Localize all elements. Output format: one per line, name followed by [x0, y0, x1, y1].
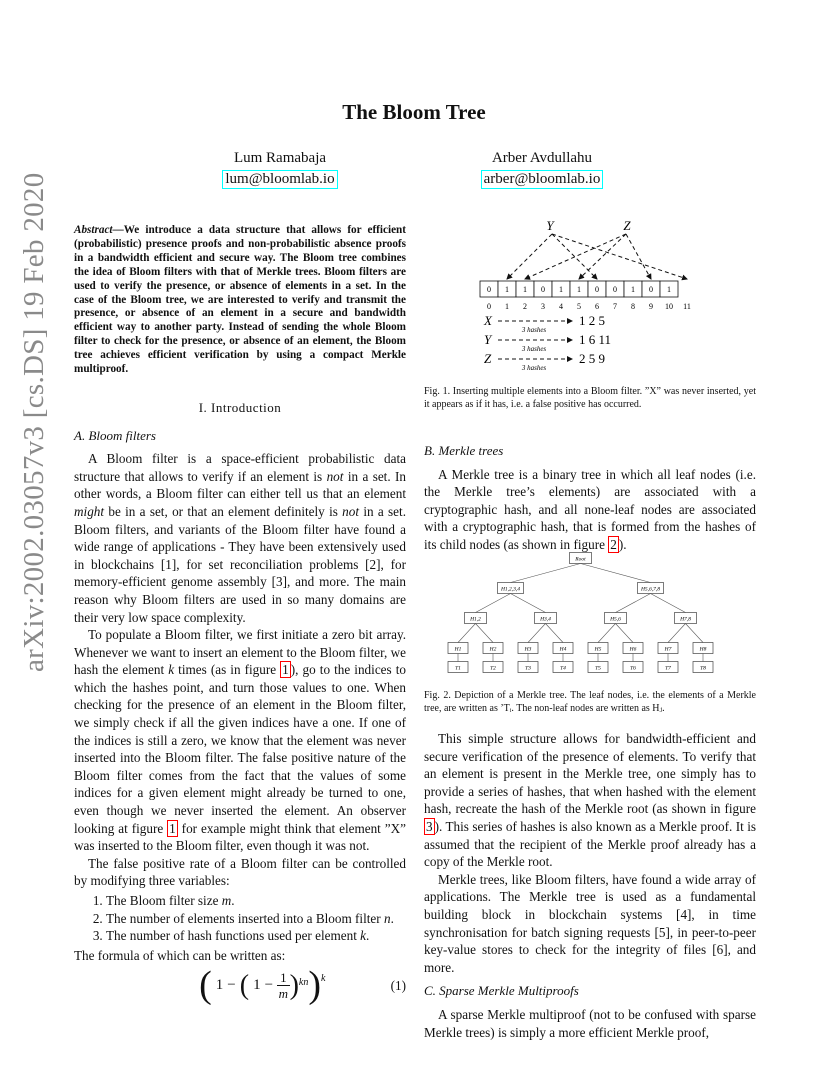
tree-edge — [651, 594, 686, 613]
bit-index: 1 — [505, 302, 509, 311]
leaf-node-label: T4 — [560, 665, 566, 672]
abstract-text: We introduce a data structure that allows for efficient (probabilistic) presence proofs and non-probabilistic absence proofs in a bandwidth efficient and secure way. The Bloom tree combines the idea of Bloom filters with that of Merkle trees. Bloom filters are used to verify the presence, or absence of elements in a set. In the case of the Bloom tree, we are interested to verify and transmit the presence, or absence of an element in a secure and bandwidth efficient way to another party. Instead of sending the whole Bloom filter to check for the presence, or absence of an element, the Bloom tree achieves efficient verification by using a compact Merkle multiproof. — [74, 224, 406, 376]
bit-index: 9 — [649, 302, 653, 311]
hash-node-label: H5,6 — [610, 616, 621, 623]
bit-value: 0 — [649, 285, 653, 294]
right-column-upper — [424, 436, 756, 554]
bit-index: 2 — [523, 302, 527, 311]
bit-index: 6 — [595, 302, 599, 311]
tree-edge — [546, 624, 564, 643]
left-column — [74, 224, 407, 1007]
merkle-tree-diagram — [440, 548, 740, 678]
bit-value: 1 — [523, 285, 527, 294]
false-positive-formula: ( 1 − ( 1 − $\frac{1}{m}$ ) kn ) k — [199, 964, 326, 1007]
equation-number: (1) — [390, 978, 406, 994]
subsection-heading: C. Sparse Merkle Multiproofs — [424, 983, 579, 999]
abstract: Abstract—We introduce a data structure that allows for efficient (probabilistic) presence proofs and non-probabilistic absence proofs in a bandwidth efficient and secure way. The Bloom tree combines the idea of Bloom filters with that of Merkle trees. Bloom filters are used to verify the presence, or absence of elements in a set. In the case of the Bloom tree, we are interested to verify and transmit the presence, or absence of an element in a secure and bandwidth efficient way to another party. Instead of sending the whole Bloom filter to check for the presence, or absence of an element, the Bloom tree achieves efficient verification by using a compact Merkle multiproof. — [74, 224, 406, 376]
list-item: 3. The number of hash functions used per element k. — [106, 927, 406, 945]
bit-value: 0 — [487, 285, 491, 294]
element-label: Y — [546, 218, 554, 233]
bit-value: 0 — [541, 285, 545, 294]
paragraph: A Merkle tree is a binary tree in which all leaf nodes (i.e. the Merkle tree’s elements) are associated with a cryptographic hash, and all none-leaf nodes are associated with a cryptographic hash, that is formed from the hashes of its child nodes (as shown in figure 2 ). — [424, 466, 756, 552]
bit-value: 0 — [613, 285, 617, 294]
leaf-hash-node-label: H4 — [559, 646, 567, 653]
author-email-link[interactable]: arber@bloomlab.io — [481, 170, 604, 189]
leaf-hash-node-label: H5 — [594, 646, 602, 653]
arxiv-sidebar: arXiv:2002.03057v3 [cs.DS] 19 Feb 2020 — [18, 172, 50, 672]
root-node-label: Root — [575, 556, 586, 563]
hash-count-label: 3 hashes — [521, 364, 547, 372]
figure-2-caption: Fig. 2. Depiction of a Merkle tree. The leaf nodes, i.e. the elements of a Merkle tree, are written as ’Tᵢ. The non-leaf nodes are written as Hⱼ. — [424, 690, 756, 714]
paragraph: A Bloom filter is a space-efficient probabilistic data structure that allows to verify if an element is not in a set. In other words, a Bloom filter can either tell us that an element might be in a set, or that an element definitely is not in a set. Bloom filters, and variants of the Bloom filter have found a wide range of applications - They have been extensively used in blockchains [1], for set reconciliation problems [2], for memory-efficient genome assembly [3], and more. The main reason why Bloom filters are used in so many domains are their very low space complexity. — [74, 451, 407, 625]
hash-node-label: H7,8 — [680, 616, 691, 623]
hash-indices: 2 5 9 — [579, 351, 605, 366]
leaf-node-label: T6 — [630, 665, 636, 672]
figure-ref-link[interactable]: 1 — [282, 662, 289, 678]
author-2 — [432, 150, 652, 189]
hash-count-label: 3 hashes — [521, 326, 547, 334]
leaf-hash-node-label: H2 — [489, 646, 497, 653]
tree-edge — [476, 624, 494, 643]
bit-value: 1 — [505, 285, 509, 294]
leaf-node-label: T3 — [525, 665, 531, 672]
author-name: Lum Ramabaja — [233, 150, 327, 166]
bit-value: 1 — [667, 285, 671, 294]
paragraph: Merkle trees, like Bloom filters, have found a wide array of applications. The Merkle tree is used as a fundamental building block in blockchain systems [4], in time synchronisation for batch signing requests [5], in peer-to-peer key-value stores to check for the integrity of files [6], and more. — [424, 871, 756, 975]
bit-value: 1 — [577, 285, 581, 294]
leaf-hash-node-label: H3 — [524, 646, 532, 653]
bit-value: 0 — [595, 285, 599, 294]
bit-index: 11 — [683, 302, 691, 311]
bit-index: 4 — [559, 302, 563, 311]
leaf-hash-node-label: H7 — [664, 646, 672, 653]
leaf-node-label: T1 — [455, 665, 461, 672]
leaf-hash-node-label: H1 — [454, 646, 462, 653]
hash-arrow — [507, 234, 552, 279]
bit-index: 7 — [613, 302, 617, 311]
leaf-hash-node-label: H6 — [629, 646, 637, 653]
bit-value: 1 — [559, 285, 563, 294]
tree-edge — [598, 624, 616, 643]
element-label: X — [484, 313, 492, 328]
element-label: Z — [484, 351, 492, 366]
figure-1 — [422, 218, 758, 378]
hash-arrow — [626, 234, 651, 279]
subsection-heading: A. Bloom filters — [74, 427, 156, 443]
tree-edge — [616, 594, 651, 613]
list-item: 2. The number of elements inserted into a Bloom filter n. — [106, 910, 406, 928]
paper-title: The Bloom Tree — [342, 100, 486, 124]
bit-index: 5 — [577, 302, 581, 311]
bloom-filter-diagram — [422, 218, 758, 378]
leaf-node-label: T7 — [665, 665, 671, 672]
list-item: 1. The Bloom filter size m. — [106, 892, 406, 910]
leaf-node-label: T8 — [700, 665, 706, 672]
hash-node-label: H1,2 — [470, 616, 481, 623]
leaf-node-label: T5 — [595, 665, 601, 672]
paragraph: To populate a Bloom filter, we first initiate a zero bit array. Whenever we want to insert an element to the Bloom filter, we hash the element k times (as in figure 1 ), go to the indices to which the hashes point, and turn those values to one. When checking for the presence of an element in the Bloom filter, we simply check if all the given indices have a one. If one of the indices is still a zero, we know that the element was never inserted into the Bloom filter. The false positive nature of the Bloom filter comes from the fact that the values of some indices for a given element might already be turned to one, even though we never inserted the element. An observer looking at figure 1 for example might think that element ”X” was inserted to the Bloom filter, even though it was not. — [74, 627, 407, 854]
leaf-node-label: T2 — [490, 665, 496, 672]
element-label: Y — [484, 332, 492, 347]
hash-indices: 1 2 5 — [579, 313, 605, 328]
paragraph: This simple structure allows for bandwidth-efficient and secure verification of the presence of elements. To verify that an element is present in the Merkle tree, one simply has to provide a series of hashes, that when hashed with the element hash, recreate the hash of the Merkle root (as shown in figure 3 ). This series of hashes is also known as a Merkle proof. It is assumed that the recipient of the Merkle proof already has a copy of the Merkle root. — [424, 731, 756, 870]
tree-edge — [528, 624, 546, 643]
tree-edge — [581, 564, 651, 583]
figure-ref-link[interactable]: 2 — [610, 536, 617, 552]
figure-1-caption: Fig. 1. Inserting multiple elements into a Bloom filter. ”X” was never inserted, yet it appears as if it has, i.e. a false positive has occurred. — [424, 386, 756, 410]
bit-value: 1 — [631, 285, 635, 294]
author-name: Arber Avdullahu — [491, 150, 593, 166]
hash-node-label: H3,4 — [540, 616, 551, 623]
tree-edge — [668, 624, 686, 643]
bit-index: 0 — [487, 302, 491, 311]
bit-index: 10 — [665, 302, 673, 311]
tree-edge — [616, 624, 634, 643]
tree-edge — [458, 624, 476, 643]
variable-list — [74, 892, 406, 945]
leaf-hash-node-label: H8 — [699, 646, 707, 653]
abstract-label: Abstract — [74, 224, 113, 236]
figure-ref-link[interactable]: 1 — [169, 820, 176, 836]
hash-node-label: H1,2,3,4 — [500, 586, 521, 593]
hash-node-label: H5,6,7,8 — [640, 586, 661, 593]
tree-edge — [476, 594, 511, 613]
author-1 — [170, 150, 390, 189]
hash-count-label: 3 hashes — [521, 345, 547, 353]
subsection-heading: B. Merkle trees — [424, 443, 504, 458]
tree-edge — [511, 564, 581, 583]
author-email-link[interactable]: lum@bloomlab.io — [222, 170, 337, 189]
section-heading: I. Introduction — [198, 399, 282, 415]
figure-ref-link[interactable]: 3 — [426, 818, 433, 834]
right-column-lower — [424, 730, 756, 1041]
bit-index: 8 — [631, 302, 635, 311]
element-label: Z — [623, 218, 631, 233]
paragraph: A sparse Merkle multiproof (not to be confused with sparse Merkle trees) is simply a more efficient Merkle proof, — [424, 1006, 756, 1040]
figure-2 — [440, 548, 740, 678]
equation — [74, 964, 406, 1007]
hash-indices: 1 6 11 — [579, 332, 612, 347]
paragraph: The formula of which can be written as: — [74, 947, 286, 963]
paragraph: The false positive rate of a Bloom filter can be controlled by modifying three variables: — [74, 855, 406, 889]
tree-edge — [686, 624, 704, 643]
tree-edge — [511, 594, 546, 613]
bit-index: 3 — [541, 302, 545, 311]
hash-arrow — [525, 234, 626, 279]
